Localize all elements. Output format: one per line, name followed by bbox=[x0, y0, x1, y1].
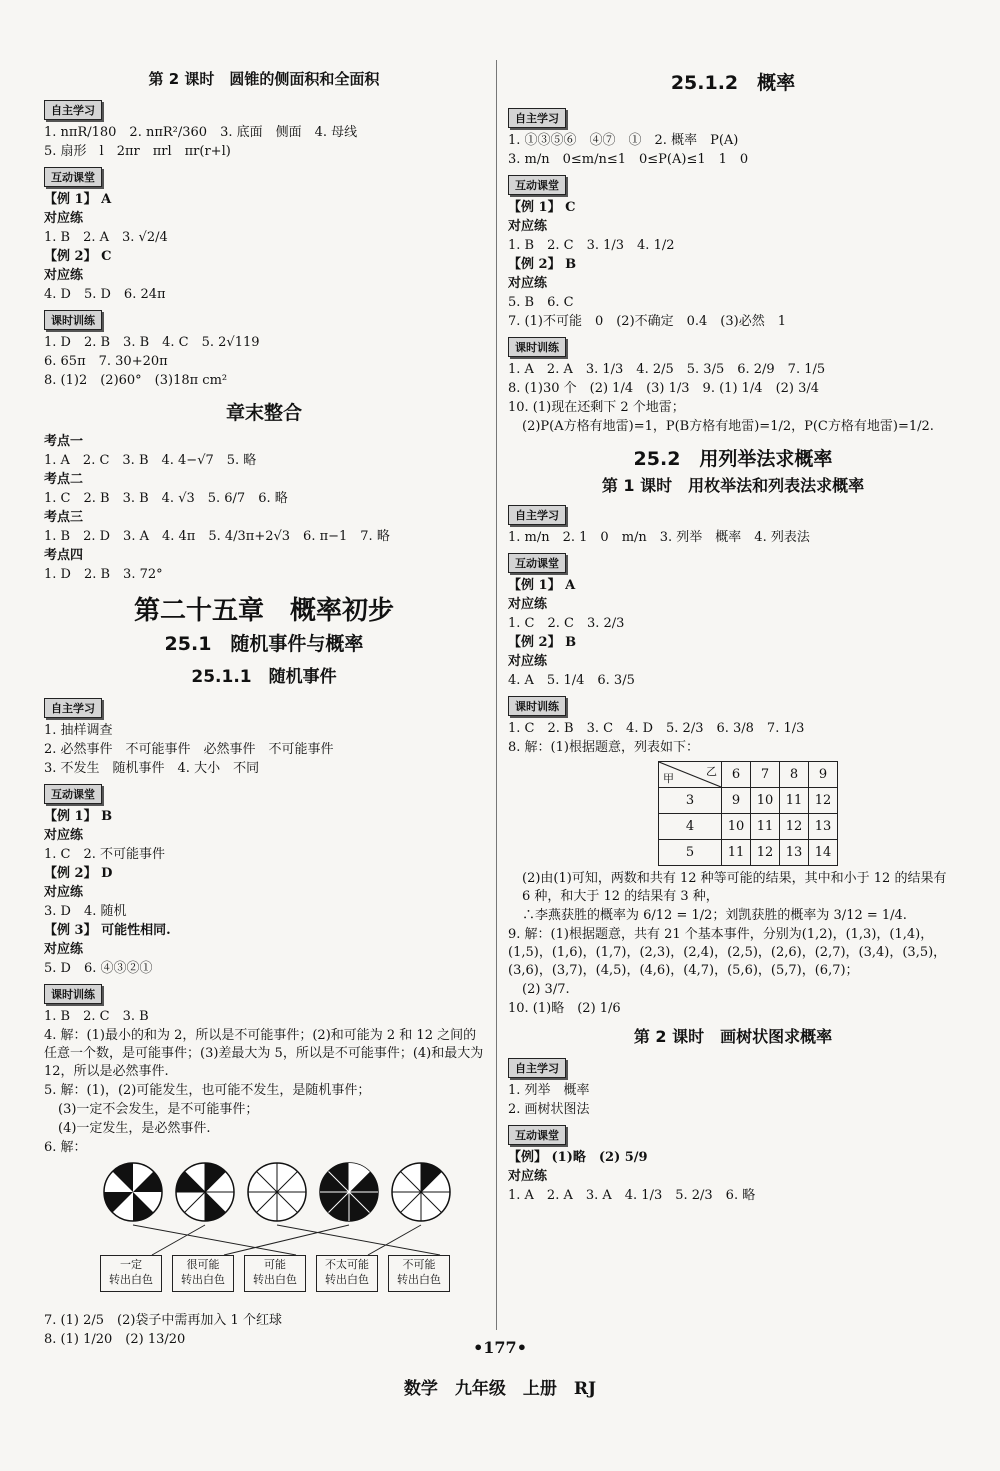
table-cell: 13 bbox=[809, 814, 838, 840]
answer-line: 1. C 2. C 3. 2/3 bbox=[508, 616, 625, 631]
spinner-box: 可能 转出白色 bbox=[244, 1255, 306, 1292]
practice-label: 对应练 bbox=[508, 219, 548, 234]
answer-line: 1. C 2. 不可能事件 bbox=[44, 847, 166, 862]
answer-paragraph: 4. 解：(1)最小的和为 2，所以是不可能事件；(2)和可能为 2 和 12 之间的任意一个数，是可能事件；(3)差最大为 5，所以是不可能事件；(4)和最大为 12，所以是必然事件. bbox=[44, 1028, 484, 1079]
page-number: •177• bbox=[473, 1338, 527, 1357]
table-row bbox=[659, 814, 838, 840]
practice-label: 对应练 bbox=[44, 828, 84, 843]
spinner-box: 一定 转出白色 bbox=[100, 1255, 162, 1292]
table-cell: 10 bbox=[722, 814, 751, 840]
example-2: 【例 2】 B bbox=[508, 257, 577, 272]
summary-title: 章末整合 bbox=[225, 402, 302, 424]
tag-training: 课时训练 bbox=[508, 696, 566, 716]
example-2: 【例 2】 C bbox=[44, 249, 112, 264]
right-column bbox=[508, 62, 958, 1206]
table-cell: 9 bbox=[722, 788, 751, 814]
table-header-row bbox=[659, 762, 838, 788]
answer-line: 1. A 2. A 3. 1/3 4. 2/5 5. 3/5 6. 2/9 7. 1/5 bbox=[508, 362, 826, 377]
spinner-box: 不太可能 转出白色 bbox=[316, 1255, 378, 1292]
lesson2-title: 第 2 课时 圆锥的侧面积和全面积 bbox=[148, 70, 380, 88]
tag-interactive: 互动课堂 bbox=[508, 175, 566, 195]
table-row bbox=[659, 840, 838, 866]
kp-label: 考点三 bbox=[44, 510, 84, 525]
example-1: 【例 1】 B bbox=[44, 809, 113, 824]
answer-line: 4. D 5. D 6. 24π bbox=[44, 287, 166, 302]
answer-line: 2. 画树状图法 bbox=[508, 1102, 590, 1117]
section-title: 25.1.2 概率 bbox=[670, 72, 796, 94]
answer-line: 5. B 6. C bbox=[508, 295, 574, 310]
answer-line: (3)一定不会发生，是不可能事件； bbox=[58, 1102, 259, 1117]
example: 【例】 (1)略 (2) 5/9 bbox=[508, 1150, 648, 1165]
practice-label: 对应练 bbox=[508, 597, 548, 612]
table-row bbox=[659, 788, 838, 814]
answer-line: 1. nπR/180 2. nπR²/360 3. 底面 侧面 4. 母线 bbox=[44, 125, 358, 140]
lesson-title: 第 2 课时 画树状图求概率 bbox=[633, 1027, 833, 1046]
answer-line: 1. ①③⑤⑥ ④⑦ ① 2. 概率 P(A) bbox=[508, 133, 739, 148]
table-col-header: 7 bbox=[751, 762, 780, 788]
example-3: 【例 3】 可能性相同. bbox=[44, 923, 171, 938]
answer-line: 6. 65π 7. 30+20π bbox=[44, 354, 168, 369]
tag-interactive: 互动课堂 bbox=[44, 167, 102, 187]
practice-label: 对应练 bbox=[508, 276, 548, 291]
answer-line: 3. 不发生 随机事件 4. 大小 不同 bbox=[44, 761, 260, 776]
answer-line: 4. A 5. 1/4 6. 3/5 bbox=[508, 673, 635, 688]
practice-label: 对应练 bbox=[44, 942, 84, 957]
left-column bbox=[44, 62, 484, 1350]
table-cell: 11 bbox=[751, 814, 780, 840]
table-cell: 12 bbox=[780, 814, 809, 840]
tag-self-study: 自主学习 bbox=[508, 108, 566, 128]
answer-line: 1. 抽样调查 bbox=[44, 723, 113, 738]
answer-paragraph: (2)由(1)可知，两数和共有 12 种等可能的结果，其中和小于 12 的结果有 6 种，和大于 12 的结果有 3 种， bbox=[522, 871, 947, 904]
answer-line: 3. m/n 0≤m/n≤1 0≤P(A)≤1 1 0 bbox=[508, 152, 749, 167]
sum-table bbox=[658, 761, 838, 866]
example-1: 【例 1】 A bbox=[508, 578, 576, 593]
answer-paragraph: 9. 解：(1)根据题意，共有 21 个基本事件，分别为(1,2)，(1,3)，(1,4)，(1,5)，(1,6)，(1,7)，(2,3)，(2,4)，(2,5)，(2,6)，(2,7)，(3,4)，(3,5)，(3,6)，(3,7)，(4,5)，(4,6)，(4,7)，(5,6)，(5,7)，(6,7)； bbox=[508, 927, 947, 978]
example-1: 【例 1】 A bbox=[44, 192, 112, 207]
table-row-header: 4 bbox=[659, 814, 722, 840]
table-cell: 14 bbox=[809, 840, 838, 866]
answer-line: 1. D 2. B 3. 72° bbox=[44, 567, 163, 582]
practice-label: 对应练 bbox=[508, 654, 548, 669]
answer-line: 1. B 2. C 3. B bbox=[44, 1009, 149, 1024]
practice-label: 对应练 bbox=[44, 211, 84, 226]
answer-line: 1. C 2. B 3. C 4. D 5. 2/3 6. 3/8 7. 1/3 bbox=[508, 721, 805, 736]
answer-line: (4)一定发生，是必然事件. bbox=[58, 1121, 211, 1136]
tag-training: 课时训练 bbox=[44, 984, 102, 1004]
table-col-header: 6 bbox=[722, 762, 751, 788]
book-info: 数学 九年级 上册 RJ bbox=[403, 1379, 597, 1399]
tag-training: 课时训练 bbox=[44, 310, 102, 330]
tag-self-study: 自主学习 bbox=[44, 698, 102, 718]
answer-line: 7. (1)不可能 0 (2)不确定 0.4 (3)必然 1 bbox=[508, 314, 786, 329]
table-corner bbox=[659, 762, 722, 788]
spinner-diagram bbox=[44, 1161, 484, 1311]
tag-interactive: 互动课堂 bbox=[44, 784, 102, 804]
answer-line: (2)P(A方格有地雷)=1，P(B方格有地雷)=1/2，P(C方格有地雷)=1/2. bbox=[522, 419, 934, 434]
tag-self-study: 自主学习 bbox=[508, 505, 566, 525]
example-2: 【例 2】 B bbox=[508, 635, 577, 650]
spinner-box: 不可能 转出白色 bbox=[388, 1255, 450, 1292]
answer-line: 8. (1)30 个 (2) 1/4 (3) 1/3 9. (1) 1/4 (2) 3/4 bbox=[508, 381, 820, 396]
section-title: 25.1 随机事件与概率 bbox=[164, 633, 364, 655]
table-cell: 10 bbox=[751, 788, 780, 814]
table-cell: 12 bbox=[809, 788, 838, 814]
answer-line: 6. 解： bbox=[44, 1140, 87, 1155]
answer-line: 8. (1) 1/20 (2) 13/20 bbox=[44, 1332, 186, 1347]
practice-label: 对应练 bbox=[44, 268, 84, 283]
corner-bottom-label: 甲 bbox=[663, 772, 674, 785]
answer-line: 1. C 2. B 3. B 4. √3 5. 6/7 6. 略 bbox=[44, 491, 288, 506]
answer-line: 8. (1)2 (2)60° (3)18π cm² bbox=[44, 373, 228, 388]
table-row-header: 3 bbox=[659, 788, 722, 814]
table-cell: 11 bbox=[722, 840, 751, 866]
answer-line: 1. B 2. A 3. √2/4 bbox=[44, 230, 168, 245]
kp-label: 考点一 bbox=[44, 434, 84, 449]
table-col-header: 9 bbox=[809, 762, 838, 788]
corner-top-label: 乙 bbox=[706, 765, 717, 778]
table-cell: 13 bbox=[780, 840, 809, 866]
table-cell: 11 bbox=[780, 788, 809, 814]
chapter-title: 第二十五章 概率初步 bbox=[133, 596, 394, 626]
tag-self-study: 自主学习 bbox=[508, 1058, 566, 1078]
table-row-header: 5 bbox=[659, 840, 722, 866]
answer-line: 1. A 2. C 3. B 4. 4−√7 5. 略 bbox=[44, 453, 257, 468]
table-cell: 12 bbox=[751, 840, 780, 866]
lesson-title: 第 1 课时 用枚举法和列表法求概率 bbox=[601, 476, 865, 495]
answer-line: 1. B 2. C 3. 1/3 4. 1/2 bbox=[508, 238, 675, 253]
kp-label: 考点四 bbox=[44, 548, 84, 563]
example-1: 【例 1】 C bbox=[508, 200, 576, 215]
answer-line: 10. (1)略 (2) 1/6 bbox=[508, 1001, 621, 1016]
example-2: 【例 2】 D bbox=[44, 866, 113, 881]
practice-label: 对应练 bbox=[44, 885, 84, 900]
answer-line: 8. 解：(1)根据题意，列表如下： bbox=[508, 740, 699, 755]
answer-line: 1. B 2. D 3. A 4. 4π 5. 4/3π+2√3 6. π−1 7. 略 bbox=[44, 529, 390, 544]
answer-line: 5. 解：(1)，(2)可能发生，也可能不发生，是随机事件； bbox=[44, 1083, 371, 1098]
answer-line: 5. D 6. ④③②① bbox=[44, 961, 153, 976]
answer-line: 10. (1)现在还剩下 2 个地雷； bbox=[508, 400, 685, 415]
answer-line: 5. 扇形 l 2πr πrl πr(r+l) bbox=[44, 144, 231, 159]
answer-line: 2. 必然事件 不可能事件 必然事件 不可能事件 bbox=[44, 742, 334, 757]
answer-line: 1. m/n 2. 1 0 m/n 3. 列举 概率 4. 列表法 bbox=[508, 530, 810, 545]
section-title: 25.2 用列举法求概率 bbox=[633, 448, 833, 470]
answer-line: 1. A 2. A 3. A 4. 1/3 5. 2/3 6. 略 bbox=[508, 1188, 756, 1203]
answer-line: ∴李燕获胜的概率为 6/12 = 1/2；刘凯获胜的概率为 3/12 = 1/4. bbox=[522, 908, 907, 923]
column-divider bbox=[496, 60, 497, 1330]
answer-line: 3. D 4. 随机 bbox=[44, 904, 127, 919]
answer-line: 1. D 2. B 3. B 4. C 5. 2√119 bbox=[44, 335, 260, 350]
tag-self-study: 自主学习 bbox=[44, 100, 102, 120]
tag-training: 课时训练 bbox=[508, 337, 566, 357]
answer-line: (2) 3/7. bbox=[522, 982, 570, 997]
practice-label: 对应练 bbox=[508, 1169, 548, 1184]
tag-interactive: 互动课堂 bbox=[508, 553, 566, 573]
table-col-header: 8 bbox=[780, 762, 809, 788]
answer-line: 1. 列举 概率 bbox=[508, 1083, 590, 1098]
kp-label: 考点二 bbox=[44, 472, 84, 487]
tag-interactive: 互动课堂 bbox=[508, 1125, 566, 1145]
answer-line: 7. (1) 2/5 (2)袋子中需再加入 1 个红球 bbox=[44, 1313, 282, 1328]
subsection-title: 25.1.1 随机事件 bbox=[191, 667, 337, 687]
spinner-box: 很可能 转出白色 bbox=[172, 1255, 234, 1292]
